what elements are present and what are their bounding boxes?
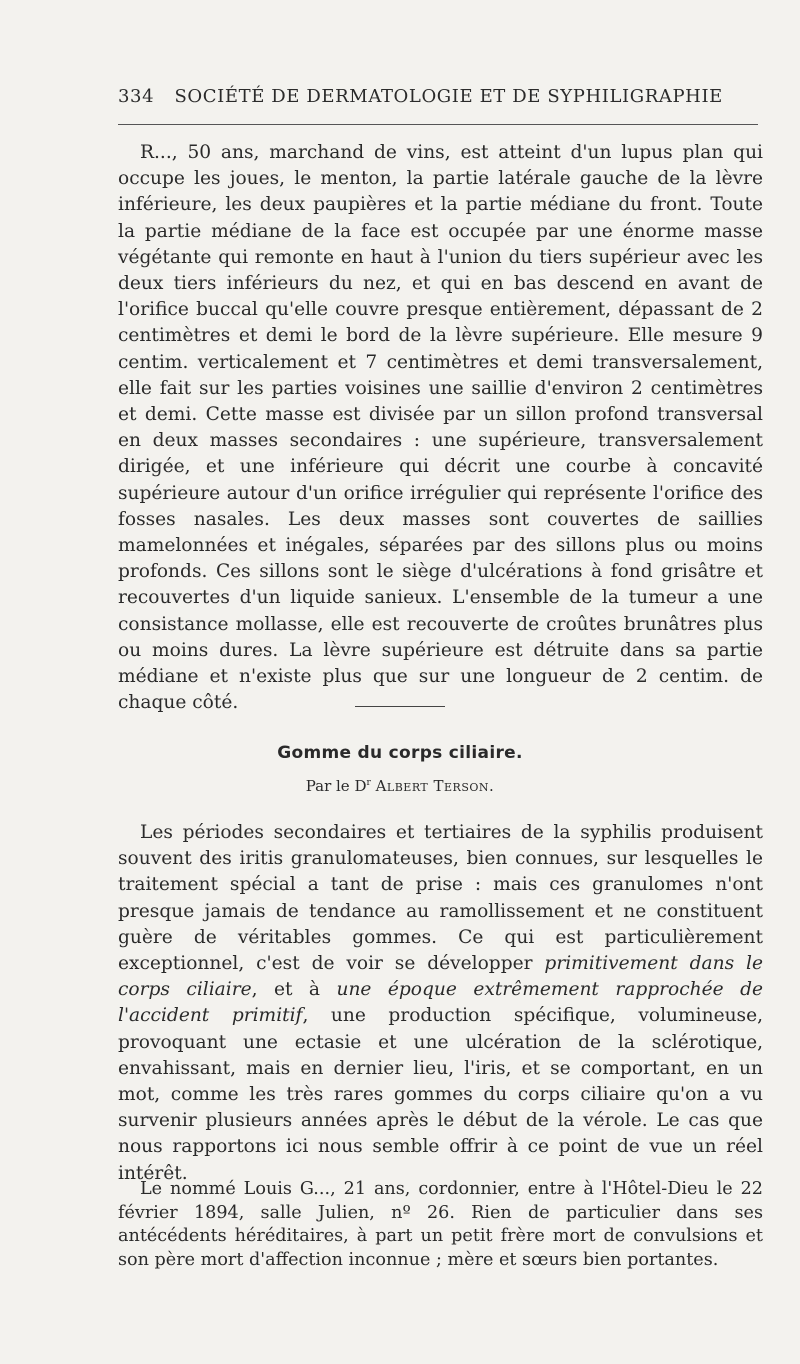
running-header <box>118 86 758 107</box>
intro-text-a: Les périodes secondaires et tertiaires de la syphilis produisent souvent des iritis granulomateuses, bien connues, sur lesquelles le traitement spécial a tant de prise : mais ces granulomes n'ont presque jamais de tendance au ramollissement et ne constituent guère de véritables gommes. Ce qui est particulièrement exceptionnel, c'est de voir se développer <box>118 822 763 975</box>
page-number: 334 <box>118 86 155 107</box>
intro-italic-1: primitivement dans le corps ciliaire <box>118 953 763 1001</box>
paragraph-text: R..., 50 ans, marchand de vins, est atteint d'un lupus plan qui occupe les joues, le menton, la partie latérale gauche de la lèvre inférieure, les deux paupières et la partie médiane du front. Toute la partie médiane de la face est occupée par une énorme masse végétante qui remonte en haut à l'union du tiers supérieur avec les deux tiers inférieurs du nez, et qui en bas descend en avant de l'orifice buccal qu'elle couvre presque entièrement, dépassant de 2 centimètres et demi le bord de la lèvre supérieure. Elle mesure 9 centim. verticalement et 7 centimètres et demi transversalement, elle fait sur les parties voisines une saillie d'environ 2 centimètres et demi. Cette masse est divisée par un sillon profond transversal en deux masses secondaires : une supérieure, transversalement dirigée, et une inférieure qui décrit une courbe à concavité supérieure autour d'un orifice irrégulier qui représente l'orifice des fosses nasales. Les deux masses sont couvertes de saillies mamelonnées et inégales, séparées par des sillons plus ou moins profonds. Ces sillons sont le siège d'ulcérations à fond grisâtre et recouvertes d'un liquide sanieux. L'ensemble de la tumeur a une consistance mollasse, elle est recouverte de croûtes brunâtres plus ou moins dures. La lèvre supérieure est détruite dans sa partie médiane et n'existe plus que sur une longueur de 2 centim. de chaque côté. <box>118 142 763 714</box>
running-title: SOCIÉTÉ DE DERMATOLOGIE ET DE SYPHILIGRAPHIE <box>174 86 723 107</box>
intro-text <box>118 820 763 1187</box>
case-history-paragraph <box>118 1178 763 1272</box>
byline-superscript: r <box>366 778 371 788</box>
intro-text-b: , et à <box>251 979 337 1001</box>
intro-italic-2: une époque extrêmement rapprochée de l'accident primitif <box>118 979 764 1027</box>
case-description-paragraph <box>118 140 763 716</box>
intro-paragraph <box>118 820 763 1187</box>
byline-author: Albert Terson. <box>375 777 495 795</box>
section-divider <box>355 706 445 707</box>
case-history-text: Le nommé Louis G..., 21 ans, cordonnier, entre à l'Hôtel-Dieu le 22 février 1894, salle Julien, nº 26. Rien de particulier dans ses antécédents héréditaires, à part un petit frère mort de convulsions et son père mort d'affection inconnue ; mère et sœurs bien portantes. <box>118 1179 763 1270</box>
article-title: Gomme du corps ciliaire. <box>277 743 523 763</box>
byline-prefix: Par le D <box>305 777 367 795</box>
article-byline <box>0 777 800 795</box>
header-rule <box>118 124 758 125</box>
intro-text-c: , une production spécifique, volumineuse, provoquant une ectasie et une ulcération de la sclérotique, envahissant, mais en dernier lieu, l'iris, et se comportant, en un mot, comme les très rares gommes du corps ciliaire qu'on a vu survenir plusieurs années après le début de la vérole. Le cas que nous rapportons ici nous semble offrir à ce point de vue un réel intérêt. <box>118 1005 763 1184</box>
